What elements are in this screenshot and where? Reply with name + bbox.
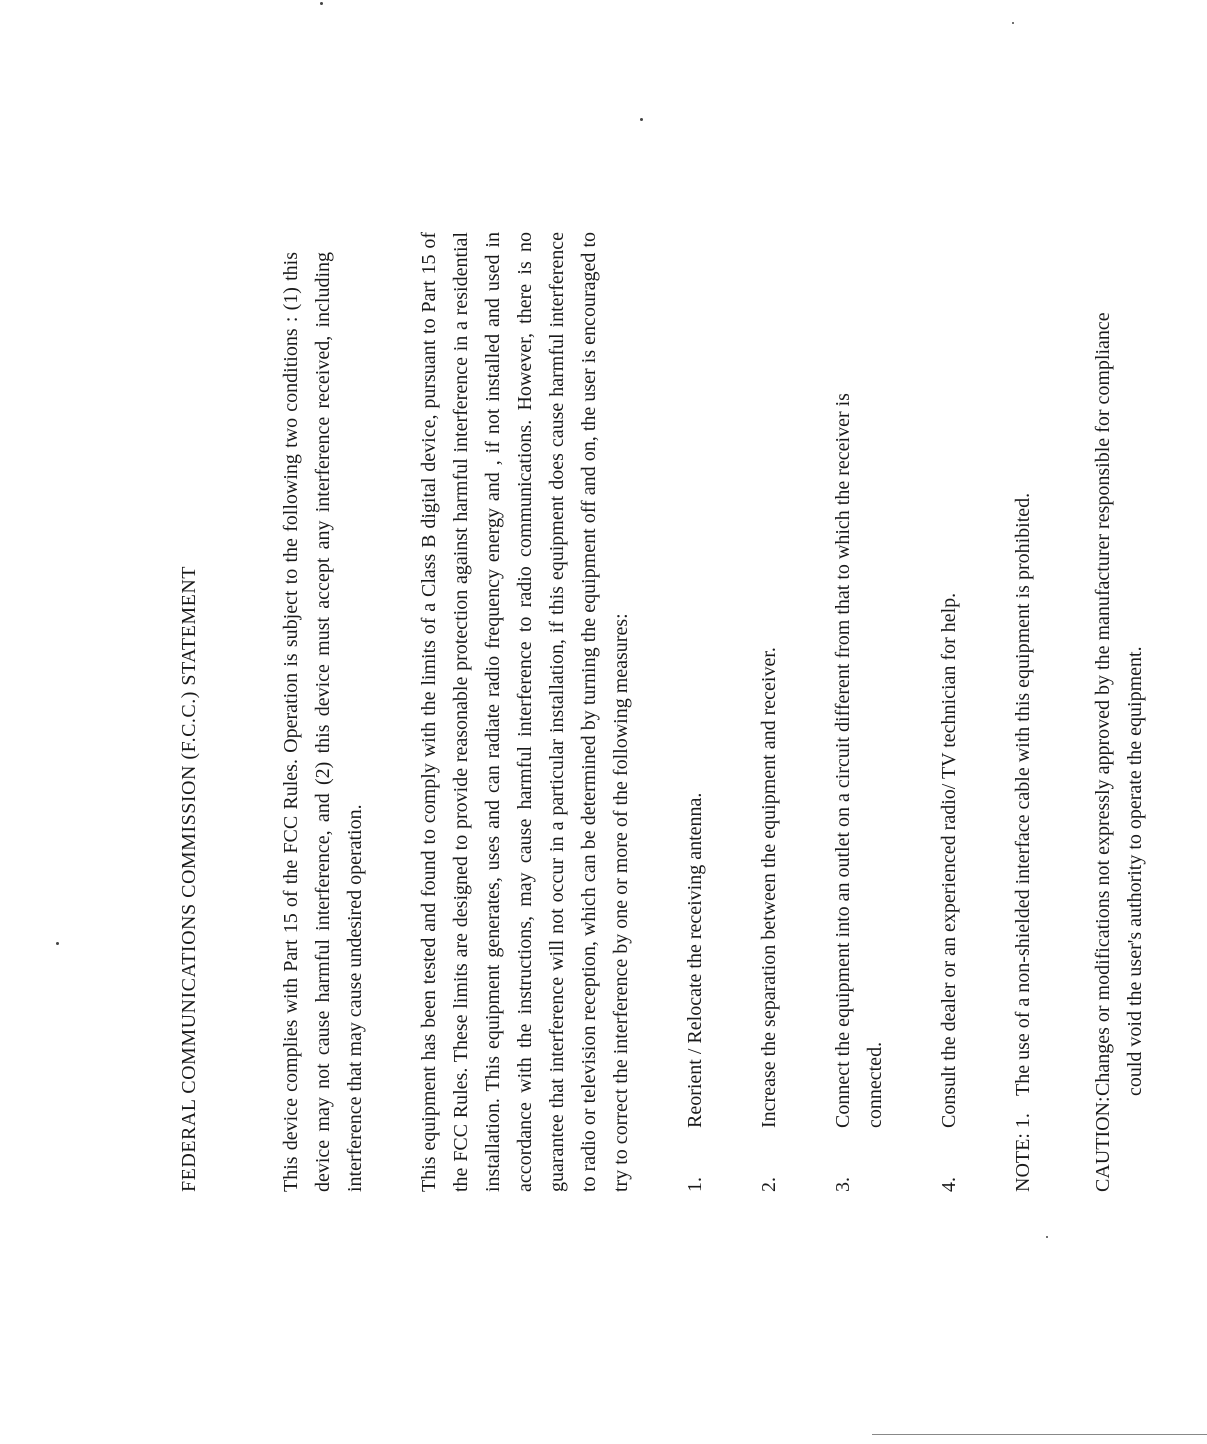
measure-text: Increase the separation between the equipment and receiver. [758,647,780,1128]
measures-list [679,222,965,1192]
note-label: NOTE: 1. [1012,1113,1034,1192]
measure-text: Connect the equipment into an outlet on a circuit different from that to which the receiver is connected. [832,393,886,1128]
list-item [827,222,891,1192]
list-item [679,222,711,1192]
list-item [753,222,785,1192]
note-text: The use of a non-shielded interface cable with this equipment is prohibited. [1012,492,1034,1096]
class-b-paragraph: This equipment has been tested and found to comply with the limits of a Class B digital device, pursuant to Part 15 of the FCC Rules. These limits are designed to provide reasonable protection against harmful interference in a residential installation. This equipment generates, uses and can radiate radio frequency energy and , if not installed and used in accordance with the instructions, may cause harmful interference to radio communications. However, there is no guarantee that interference will not occur in a particular installation, if this equipment does cause harmful interference to radio or television reception, which can be determined by turning the equipment off and on, the user is encouraged to try to correct the interference by one or more of the following measures: [418,232,632,1192]
scan-speck [1046,1236,1048,1238]
measure-number: 1. [684,1177,706,1192]
caution-label: CAUTION: [1092,1096,1114,1192]
scan-speck [1012,22,1014,24]
measure-number: 3. [832,1177,854,1192]
measure-number: 4. [938,1177,960,1192]
note-row [1007,222,1039,1192]
scan-edge-line [872,1434,1207,1435]
rotated-document-page [103,182,1146,1262]
measure-number: 2. [758,1177,780,1192]
measure-text: Consult the dealer or an experienced radio/ TV technician for help. [938,592,960,1128]
measure-text: Reorient / Relocate the receiving antenna. [684,792,706,1128]
scan-speck [640,118,643,121]
list-item [933,222,965,1192]
caution-text: Changes or modifications not expressly approved by the manufacturer responsible for compliance could void the user's authority to operate the equipment. [1092,312,1146,1096]
scan-speck [56,942,59,945]
document-title: FEDERAL COMMUNICATIONS COMMISSION (F.C.C.) STATEMENT [178,566,200,1192]
caution-row [1087,222,1151,1192]
compliance-paragraph: This device complies with Part 15 of the FCC Rules. Operation is subject to the following two conditions : (1) this device may not cause harmful interference, and (2) this device must accept any interference received, including interference that may cause undesired operation. [280,252,366,1192]
scan-speck [320,2,323,5]
